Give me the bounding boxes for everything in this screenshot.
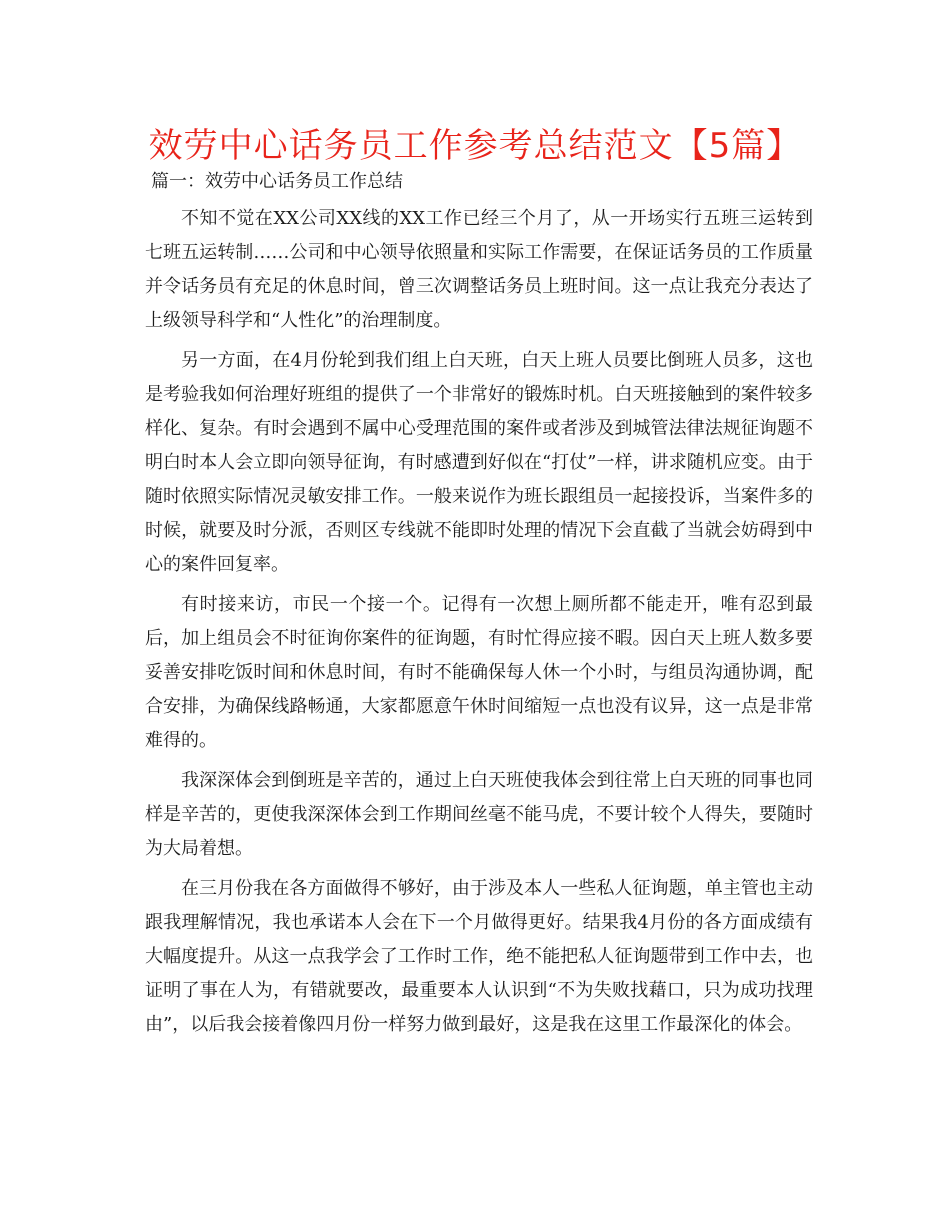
- document-body: [145, 168, 813, 1048]
- paragraph-1: 不知不觉在XX公司XX线的XX工作已经三个月了，从一开场实行五班三运转到七班五运转制……公司和中心领导依照量和实际工作需要，在保证话务员的工作质量并令话务员有充足的休息时间，曾三次调整话务员上班时间。这一点让我充分表达了上级领导科学和“人性化”的治理制度。: [145, 208, 813, 331]
- paragraph-5: 在三月份我在各方面做得不够好，由于涉及本人一些私人征询题，单主管也主动跟我理解情况，我也承诺本人会在下一个月做得更好。结果我4月份的各方面成绩有大幅度提升。从这一点我学会了工作时工作，绝不能把私人征询题带到工作中去，也证明了事在人为，有错就要改，最重要本人认识到“不为失败找藉口，只为成功找理由”，以后我会接着像四月份一样努力做到最好，这是我在这里工作最深化的体会。: [145, 878, 813, 1035]
- document-title: 效劳中心话务员工作参考总结范文【5篇】: [148, 126, 802, 166]
- paragraph-4: 我深深体会到倒班是辛苦的，通过上白天班使我体会到往常上白天班的同事也同样是辛苦的，更使我深深体会到工作期间丝毫不能马虎，不要计较个人得失，要随时为大局着想。: [145, 770, 813, 859]
- paragraph-2: 另一方面，在4月份轮到我们组上白天班，白天上班人员要比倒班人员多，这也是考验我如何治理好班组的提供了一个非常好的锻炼时机。白天班接触到的案件较多样化、复杂。有时会遇到不属中心受理范围的案件或者涉及到城管法律法规征询题不明白时本人会立即向领导征询，有时感遭到好似在“打仗”一样，讲求随机应变。由于随时依照实际情况灵敏安排工作。一般来说作为班长跟组员一起接投诉，当案件多的时候，就要及时分派，否则区专线就不能即时处理的情况下会直截了当就会妨碍到中心的案件回复率。: [145, 350, 813, 575]
- paragraph-3: 有时接来访，市民一个接一个。记得有一次想上厕所都不能走开，唯有忍到最后，加上组员会不时征询你案件的征询题，有时忙得应接不暇。因白天上班人数多要妥善安排吃饭时间和休息时间，有时不能确保每人休一个小时，与组员沟通协调，配合安排，为确保线路畅通，大家都愿意午休时间缩短一点也没有议异，这一点是非常难得的。: [145, 594, 813, 751]
- section-heading: 篇一：效劳中心话务员工作总结: [151, 171, 403, 192]
